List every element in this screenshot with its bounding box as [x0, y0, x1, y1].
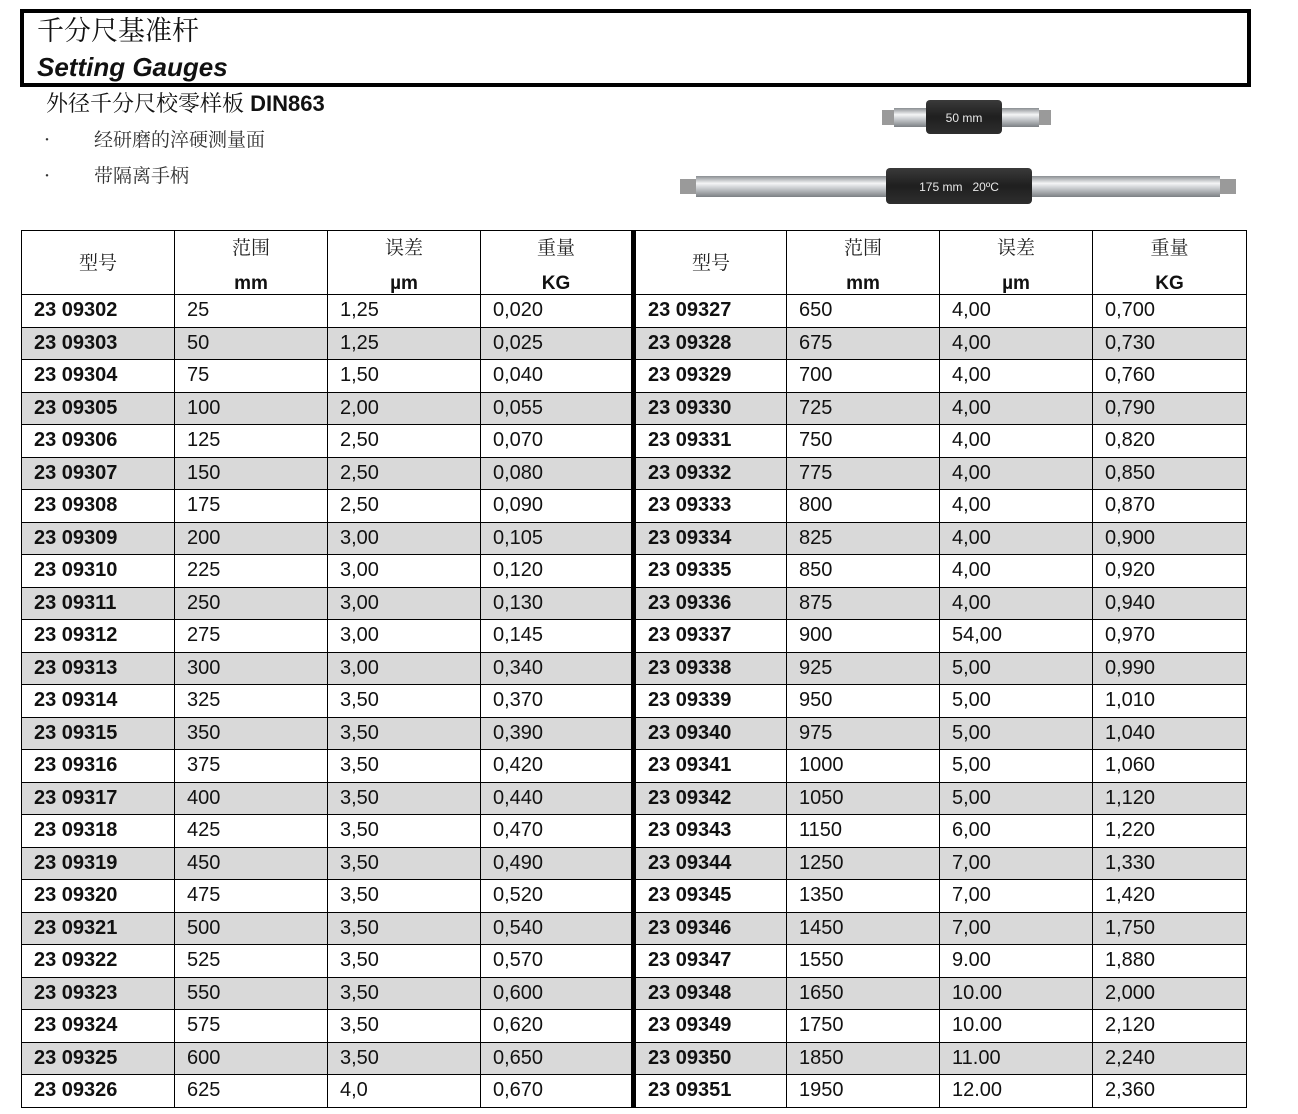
cell-right-tolerance: 5,00 — [940, 652, 1093, 685]
header-tolerance: 误差 µm — [328, 231, 481, 295]
cell-left-model: 23 09318 — [22, 815, 175, 848]
table-row — [22, 750, 1247, 783]
cell-right-weight: 2,240 — [1093, 1042, 1247, 1075]
cell-left-range: 75 — [175, 360, 328, 393]
cell-left-tolerance: 3,00 — [328, 620, 481, 653]
cell-right-weight: 1,220 — [1093, 815, 1247, 848]
cell-left-range: 25 — [175, 295, 328, 328]
cell-left-range: 550 — [175, 977, 328, 1010]
cell-right-tolerance: 7,00 — [940, 880, 1093, 913]
cell-left-model: 23 09311 — [22, 587, 175, 620]
table-row — [22, 782, 1247, 815]
cell-left-model: 23 09307 — [22, 457, 175, 490]
cell-right-weight: 1,010 — [1093, 685, 1247, 718]
header-range: 范围 mm — [175, 231, 328, 295]
cell-right-model: 23 09327 — [634, 295, 787, 328]
feature-text: 经研磨的淬硬测量面 — [94, 129, 266, 151]
cell-left-weight: 0,145 — [481, 620, 634, 653]
cell-left-range: 425 — [175, 815, 328, 848]
cell-left-tolerance: 3,50 — [328, 847, 481, 880]
cell-right-tolerance: 10.00 — [940, 1010, 1093, 1043]
cell-right-weight: 0,920 — [1093, 555, 1247, 588]
cell-right-weight: 0,730 — [1093, 327, 1247, 360]
cell-left-range: 350 — [175, 717, 328, 750]
cell-left-model: 23 09322 — [22, 945, 175, 978]
cell-left-range: 600 — [175, 1042, 328, 1075]
cell-left-range: 375 — [175, 750, 328, 783]
cell-left-range: 400 — [175, 782, 328, 815]
cell-right-model: 23 09351 — [634, 1075, 787, 1108]
header-model: 型号 — [22, 231, 175, 295]
cell-left-range: 275 — [175, 620, 328, 653]
cell-right-tolerance: 4,00 — [940, 360, 1093, 393]
cell-left-weight: 0,020 — [481, 295, 634, 328]
cell-right-range: 975 — [787, 717, 940, 750]
cell-right-weight: 2,120 — [1093, 1010, 1247, 1043]
cell-right-weight: 0,820 — [1093, 425, 1247, 458]
cell-right-weight: 0,900 — [1093, 522, 1247, 555]
cell-right-tolerance: 4,00 — [940, 587, 1093, 620]
table-row — [22, 587, 1247, 620]
cell-right-tolerance: 5,00 — [940, 685, 1093, 718]
cell-left-range: 250 — [175, 587, 328, 620]
cell-left-model: 23 09313 — [22, 652, 175, 685]
table-row — [22, 360, 1247, 393]
cell-left-weight: 0,520 — [481, 880, 634, 913]
feature-text: 带隔离手柄 — [94, 165, 190, 187]
table-body — [22, 295, 1247, 1108]
cell-right-weight: 1,750 — [1093, 912, 1247, 945]
cell-left-tolerance: 2,50 — [328, 457, 481, 490]
cell-left-tolerance: 3,00 — [328, 555, 481, 588]
table-row — [22, 847, 1247, 880]
cell-left-weight: 0,600 — [481, 977, 634, 1010]
cell-right-tolerance: 4,00 — [940, 392, 1093, 425]
cell-left-weight: 0,650 — [481, 1042, 634, 1075]
cell-left-tolerance: 2,50 — [328, 425, 481, 458]
cell-right-model: 23 09331 — [634, 425, 787, 458]
cell-left-range: 450 — [175, 847, 328, 880]
cell-left-weight: 0,080 — [481, 457, 634, 490]
table-header-row — [22, 231, 1247, 295]
cell-left-model: 23 09317 — [22, 782, 175, 815]
cell-right-tolerance: 4,00 — [940, 327, 1093, 360]
cell-right-model: 23 09346 — [634, 912, 787, 945]
cell-right-weight: 2,000 — [1093, 977, 1247, 1010]
cell-right-weight: 1,060 — [1093, 750, 1247, 783]
cell-right-range: 800 — [787, 490, 940, 523]
table-row — [22, 945, 1247, 978]
cell-left-model: 23 09316 — [22, 750, 175, 783]
cell-right-tolerance: 12.00 — [940, 1075, 1093, 1108]
cell-right-range: 950 — [787, 685, 940, 718]
cell-left-weight: 0,470 — [481, 815, 634, 848]
cell-right-model: 23 09338 — [634, 652, 787, 685]
cell-right-range: 1000 — [787, 750, 940, 783]
title-chinese: 千分尺基准杆 — [37, 16, 199, 47]
cell-right-tolerance: 4,00 — [940, 490, 1093, 523]
header-range: 范围 mm — [787, 231, 940, 295]
cell-left-tolerance: 2,00 — [328, 392, 481, 425]
cell-left-weight: 0,105 — [481, 522, 634, 555]
cell-right-tolerance: 4,00 — [940, 522, 1093, 555]
cell-left-weight: 0,070 — [481, 425, 634, 458]
cell-right-range: 725 — [787, 392, 940, 425]
cell-left-tolerance: 3,50 — [328, 1010, 481, 1043]
cell-left-tolerance: 3,50 — [328, 945, 481, 978]
cell-left-model: 23 09320 — [22, 880, 175, 913]
table-row — [22, 880, 1247, 913]
cell-left-range: 300 — [175, 652, 328, 685]
cell-left-weight: 0,620 — [481, 1010, 634, 1043]
cell-left-tolerance: 3,50 — [328, 717, 481, 750]
cell-right-weight: 0,940 — [1093, 587, 1247, 620]
feature-item — [44, 162, 265, 198]
cell-right-tolerance: 4,00 — [940, 295, 1093, 328]
cell-right-model: 23 09342 — [634, 782, 787, 815]
cell-right-tolerance: 4,00 — [940, 425, 1093, 458]
cell-left-weight: 0,055 — [481, 392, 634, 425]
table-row — [22, 1042, 1247, 1075]
cell-left-weight: 0,040 — [481, 360, 634, 393]
cell-right-range: 1550 — [787, 945, 940, 978]
cell-left-range: 200 — [175, 522, 328, 555]
cell-left-range: 175 — [175, 490, 328, 523]
cell-right-weight: 0,870 — [1093, 490, 1247, 523]
cell-left-model: 23 09324 — [22, 1010, 175, 1043]
cell-left-weight: 0,340 — [481, 652, 634, 685]
cell-left-model: 23 09308 — [22, 490, 175, 523]
title-english: Setting Gauges — [37, 52, 228, 82]
cell-right-model: 23 09334 — [634, 522, 787, 555]
cell-right-range: 775 — [787, 457, 940, 490]
cell-left-weight: 0,490 — [481, 847, 634, 880]
table-row — [22, 977, 1247, 1010]
large-gauge-anvil-left — [680, 179, 696, 194]
cell-right-model: 23 09339 — [634, 685, 787, 718]
cell-left-weight: 0,390 — [481, 717, 634, 750]
table-row — [22, 490, 1247, 523]
cell-left-tolerance: 1,25 — [328, 327, 481, 360]
feature-list — [44, 126, 265, 198]
table-row — [22, 295, 1247, 328]
cell-left-tolerance: 3,00 — [328, 587, 481, 620]
cell-right-range: 1450 — [787, 912, 940, 945]
cell-left-tolerance: 4,0 — [328, 1075, 481, 1108]
cell-right-model: 23 09348 — [634, 977, 787, 1010]
cell-right-tolerance: 54,00 — [940, 620, 1093, 653]
cell-left-weight: 0,440 — [481, 782, 634, 815]
cell-right-model: 23 09347 — [634, 945, 787, 978]
cell-right-tolerance: 7,00 — [940, 912, 1093, 945]
table-row — [22, 1010, 1247, 1043]
cell-left-tolerance: 1,50 — [328, 360, 481, 393]
table-row — [22, 327, 1247, 360]
cell-right-tolerance: 5,00 — [940, 750, 1093, 783]
cell-right-range: 700 — [787, 360, 940, 393]
cell-right-model: 23 09330 — [634, 392, 787, 425]
cell-right-weight: 1,040 — [1093, 717, 1247, 750]
cell-right-model: 23 09341 — [634, 750, 787, 783]
cell-left-model: 23 09302 — [22, 295, 175, 328]
cell-right-range: 675 — [787, 327, 940, 360]
subtitle-standard: DIN863 — [250, 91, 325, 116]
small-gauge-label: 50 mm — [945, 111, 983, 125]
cell-right-weight: 1,420 — [1093, 880, 1247, 913]
header-weight: 重量 KG — [1093, 231, 1247, 295]
cell-right-range: 850 — [787, 555, 940, 588]
table-row — [22, 1075, 1247, 1108]
cell-left-weight: 0,130 — [481, 587, 634, 620]
cell-right-model: 23 09340 — [634, 717, 787, 750]
cell-left-model: 23 09326 — [22, 1075, 175, 1108]
cell-right-range: 1750 — [787, 1010, 940, 1043]
cell-left-tolerance: 3,50 — [328, 880, 481, 913]
cell-left-tolerance: 3,00 — [328, 652, 481, 685]
title-box — [20, 9, 1251, 87]
cell-left-model: 23 09315 — [22, 717, 175, 750]
cell-right-range: 900 — [787, 620, 940, 653]
cell-left-model: 23 09303 — [22, 327, 175, 360]
cell-right-tolerance: 5,00 — [940, 782, 1093, 815]
cell-left-model: 23 09321 — [22, 912, 175, 945]
cell-left-weight: 0,120 — [481, 555, 634, 588]
cell-right-model: 23 09333 — [634, 490, 787, 523]
cell-right-range: 1950 — [787, 1075, 940, 1108]
cell-right-range: 1650 — [787, 977, 940, 1010]
cell-right-weight: 0,990 — [1093, 652, 1247, 685]
subtitle-chinese: 外径千分尺校零样板 — [46, 92, 245, 117]
cell-left-model: 23 09304 — [22, 360, 175, 393]
table-row — [22, 555, 1247, 588]
cell-left-range: 125 — [175, 425, 328, 458]
bullet-icon: · — [44, 129, 51, 151]
cell-left-model: 23 09319 — [22, 847, 175, 880]
cell-left-model: 23 09323 — [22, 977, 175, 1010]
cell-left-tolerance: 3,00 — [328, 522, 481, 555]
cell-right-tolerance: 6,00 — [940, 815, 1093, 848]
cell-left-model: 23 09309 — [22, 522, 175, 555]
header-weight: 重量 KG — [481, 231, 634, 295]
cell-right-weight: 0,970 — [1093, 620, 1247, 653]
cell-right-tolerance: 7,00 — [940, 847, 1093, 880]
cell-left-tolerance: 3,50 — [328, 1042, 481, 1075]
cell-right-tolerance: 10.00 — [940, 977, 1093, 1010]
cell-right-range: 825 — [787, 522, 940, 555]
bullet-icon: · — [44, 165, 51, 187]
cell-right-model: 23 09337 — [634, 620, 787, 653]
table-row — [22, 652, 1247, 685]
table-row — [22, 457, 1247, 490]
cell-right-tolerance: 9.00 — [940, 945, 1093, 978]
cell-right-range: 875 — [787, 587, 940, 620]
cell-right-range: 1150 — [787, 815, 940, 848]
product-subtitle — [46, 90, 325, 119]
cell-left-tolerance: 1,25 — [328, 295, 481, 328]
cell-right-range: 1350 — [787, 880, 940, 913]
cell-right-model: 23 09343 — [634, 815, 787, 848]
cell-right-weight: 1,880 — [1093, 945, 1247, 978]
table-row — [22, 620, 1247, 653]
large-gauge — [680, 168, 1236, 204]
cell-right-weight: 0,850 — [1093, 457, 1247, 490]
cell-right-tolerance: 11.00 — [940, 1042, 1093, 1075]
cell-right-model: 23 09328 — [634, 327, 787, 360]
table-row — [22, 392, 1247, 425]
table-row — [22, 522, 1247, 555]
cell-left-model: 23 09312 — [22, 620, 175, 653]
table-row — [22, 717, 1247, 750]
cell-left-range: 625 — [175, 1075, 328, 1108]
cell-left-model: 23 09306 — [22, 425, 175, 458]
cell-left-range: 525 — [175, 945, 328, 978]
cell-right-model: 23 09350 — [634, 1042, 787, 1075]
cell-right-weight: 1,120 — [1093, 782, 1247, 815]
cell-right-model: 23 09336 — [634, 587, 787, 620]
small-gauge — [882, 100, 1051, 134]
cell-left-weight: 0,420 — [481, 750, 634, 783]
cell-left-range: 50 — [175, 327, 328, 360]
cell-left-range: 225 — [175, 555, 328, 588]
cell-right-tolerance: 4,00 — [940, 555, 1093, 588]
feature-item — [44, 126, 265, 162]
cell-right-range: 925 — [787, 652, 940, 685]
cell-left-range: 475 — [175, 880, 328, 913]
cell-right-range: 1250 — [787, 847, 940, 880]
cell-right-model: 23 09349 — [634, 1010, 787, 1043]
cell-left-range: 500 — [175, 912, 328, 945]
cell-left-weight: 0,370 — [481, 685, 634, 718]
cell-left-range: 325 — [175, 685, 328, 718]
cell-left-range: 575 — [175, 1010, 328, 1043]
cell-right-model: 23 09344 — [634, 847, 787, 880]
cell-left-model: 23 09310 — [22, 555, 175, 588]
cell-left-tolerance: 3,50 — [328, 912, 481, 945]
cell-left-tolerance: 2,50 — [328, 490, 481, 523]
cell-left-model: 23 09325 — [22, 1042, 175, 1075]
cell-left-tolerance: 3,50 — [328, 750, 481, 783]
cell-left-weight: 0,090 — [481, 490, 634, 523]
cell-left-weight: 0,025 — [481, 327, 634, 360]
cell-right-weight: 1,330 — [1093, 847, 1247, 880]
header-model: 型号 — [634, 231, 787, 295]
cell-right-model: 23 09332 — [634, 457, 787, 490]
cell-right-range: 750 — [787, 425, 940, 458]
cell-right-range: 650 — [787, 295, 940, 328]
cell-left-tolerance: 3,50 — [328, 782, 481, 815]
cell-right-weight: 0,760 — [1093, 360, 1247, 393]
small-gauge-anvil-right — [1039, 110, 1051, 125]
table-row — [22, 815, 1247, 848]
cell-right-weight: 0,790 — [1093, 392, 1247, 425]
large-gauge-label: 175 mm 20ºC — [919, 180, 999, 194]
cell-left-range: 150 — [175, 457, 328, 490]
cell-right-weight: 2,360 — [1093, 1075, 1247, 1108]
cell-left-model: 23 09305 — [22, 392, 175, 425]
cell-left-tolerance: 3,50 — [328, 977, 481, 1010]
table-row — [22, 425, 1247, 458]
cell-right-weight: 0,700 — [1093, 295, 1247, 328]
cell-left-weight: 0,670 — [481, 1075, 634, 1108]
cell-right-model: 23 09329 — [634, 360, 787, 393]
cell-left-range: 100 — [175, 392, 328, 425]
cell-left-tolerance: 3,50 — [328, 815, 481, 848]
large-gauge-anvil-right — [1220, 179, 1236, 194]
product-image — [670, 92, 1250, 212]
header-tolerance: 误差 µm — [940, 231, 1093, 295]
small-gauge-anvil-left — [882, 110, 894, 125]
cell-left-tolerance: 3,50 — [328, 685, 481, 718]
cell-right-range: 1850 — [787, 1042, 940, 1075]
table-row — [22, 685, 1247, 718]
table-row — [22, 912, 1247, 945]
cell-left-weight: 0,540 — [481, 912, 634, 945]
spec-table — [21, 230, 1247, 1108]
cell-right-tolerance: 4,00 — [940, 457, 1093, 490]
cell-right-range: 1050 — [787, 782, 940, 815]
cell-right-tolerance: 5,00 — [940, 717, 1093, 750]
cell-left-weight: 0,570 — [481, 945, 634, 978]
cell-right-model: 23 09335 — [634, 555, 787, 588]
cell-right-model: 23 09345 — [634, 880, 787, 913]
cell-left-model: 23 09314 — [22, 685, 175, 718]
